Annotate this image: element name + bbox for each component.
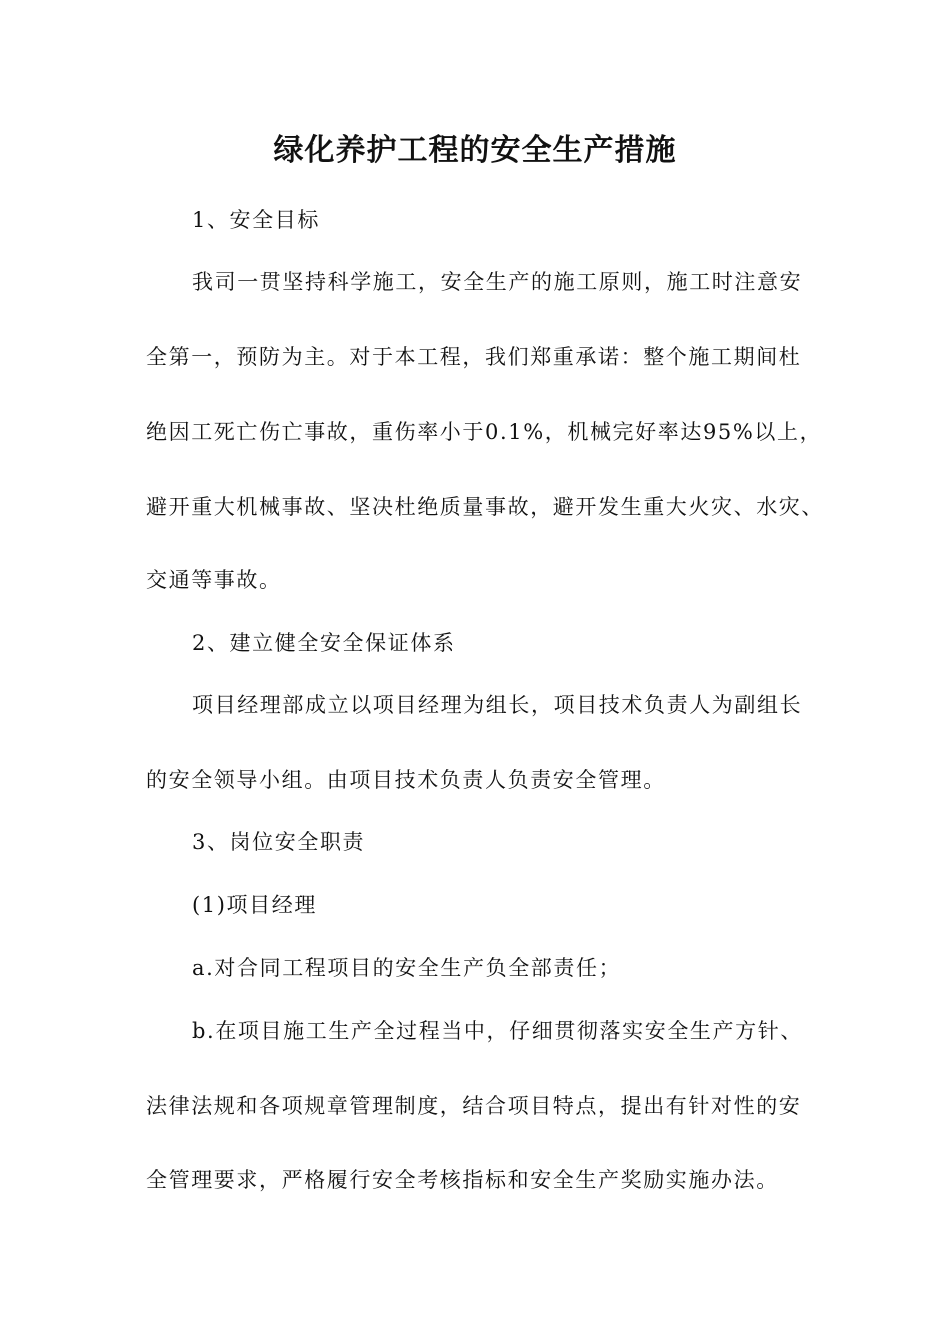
document-title: 绿化养护工程的安全生产措施 [273, 133, 677, 168]
paragraph-line: 我司一贯坚持科学施工，安全生产的施工原则，施工时注意安 [192, 270, 803, 294]
section-heading-3: 3、岗位安全职责 [192, 830, 366, 854]
subsection-heading: (1)项目经理 [192, 893, 317, 917]
list-item: b.在项目施工生产全过程当中，仔细贯彻落实安全生产方针、 [192, 1019, 803, 1043]
paragraph-line: 绝因工死亡伤亡事故，重伤率小于0.1%，机械完好率达95%以上， [146, 420, 823, 444]
paragraph-line: 避开重大机械事故、坚决杜绝质量事故，避开发生重大火灾、水灾、 [146, 495, 824, 519]
paragraph-line: 全管理要求，严格履行安全考核指标和安全生产奖励实施办法。 [146, 1168, 779, 1192]
section-heading-2: 2、建立健全安全保证体系 [192, 631, 456, 655]
paragraph-line: 项目经理部成立以项目经理为组长，项目技术负责人为副组长 [192, 693, 803, 717]
paragraph-line: 法律法规和各项规章管理制度，结合项目特点，提出有针对性的安 [146, 1094, 802, 1118]
paragraph-line: 交通等事故。 [146, 568, 282, 592]
section-heading-1: 1、安全目标 [192, 208, 320, 232]
paragraph-line: 全第一，预防为主。对于本工程，我们郑重承诺：整个施工期间杜 [146, 345, 802, 369]
list-item: a.对合同工程项目的安全生产负全部责任； [192, 956, 622, 980]
paragraph-line: 的安全领导小组。由项目技术负责人负责安全管理。 [146, 768, 666, 792]
